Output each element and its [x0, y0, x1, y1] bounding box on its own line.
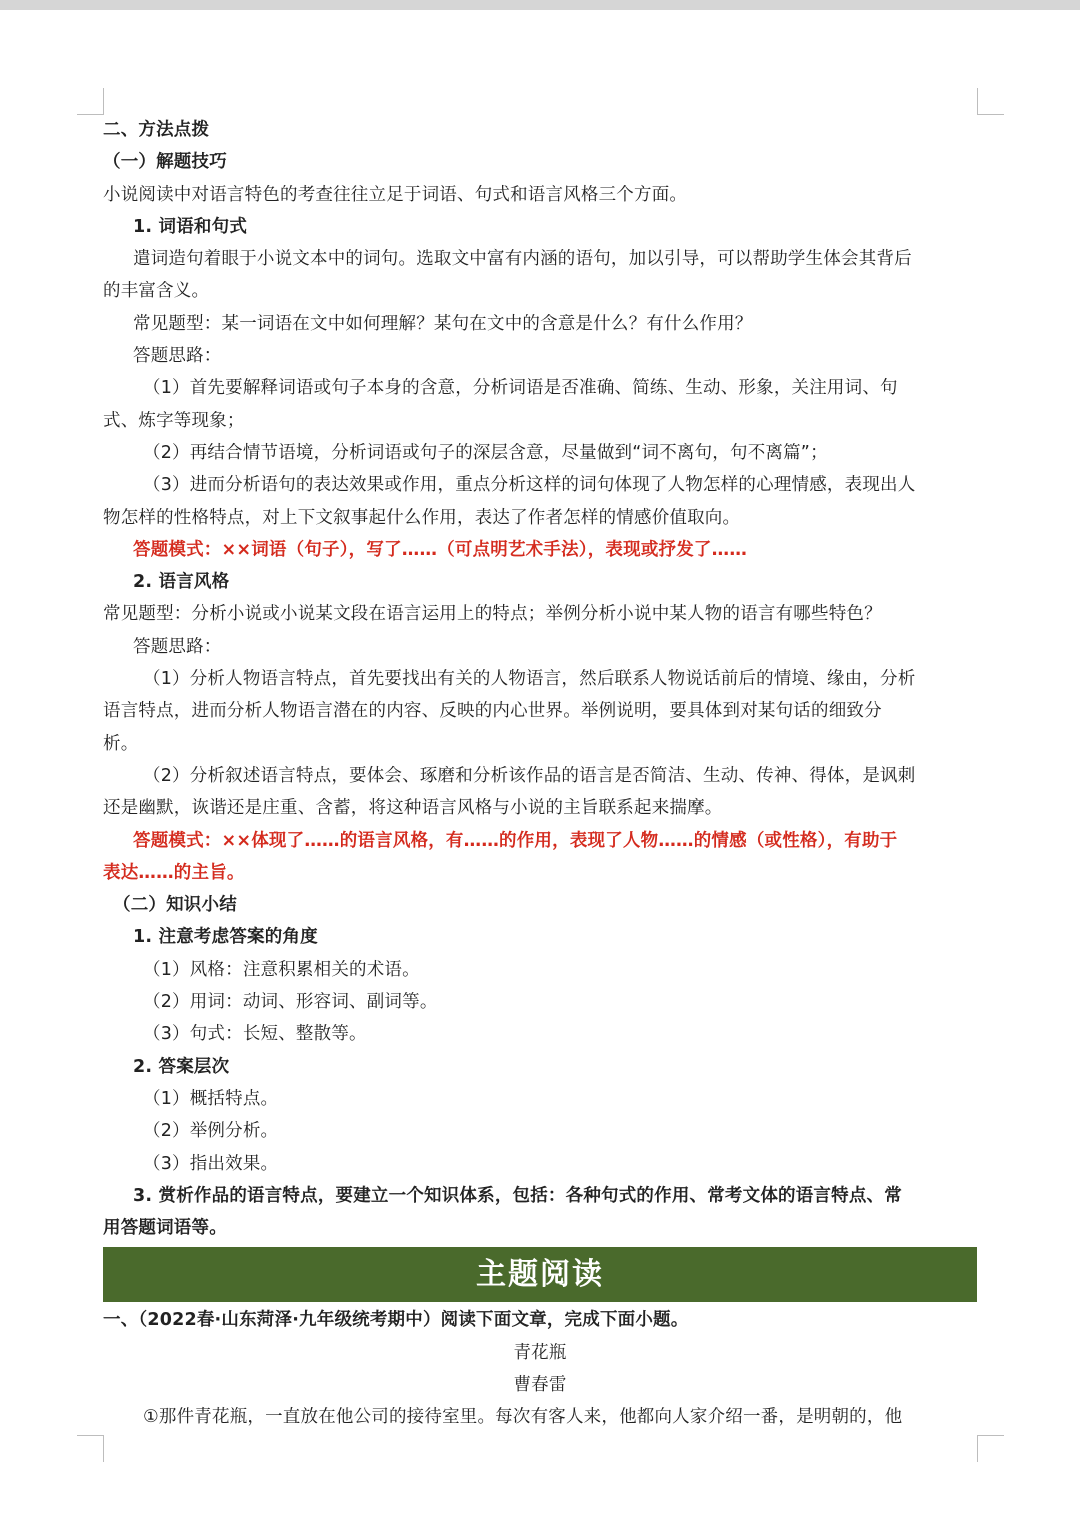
list-item: （2）用词：动词、形容词、副词等。: [143, 992, 438, 1013]
paragraph: 常见题型：某一词语在文中如何理解？某句在文中的含意是什么？有什么作用？: [133, 313, 753, 334]
top-bar: [0, 0, 1080, 10]
list-item: （2）举例分析。: [143, 1121, 279, 1142]
paragraph: 遣词造句着眼于小说文本中的词句。选取文中富有内涵的语句，加以引导，可以帮助学生体会其背后: [133, 249, 912, 270]
article-paragraph: ①那件青花瓶，一直放在他公司的接待室里。每次有客人来，他都向人家介绍一番，是明朝的，他: [143, 1407, 903, 1428]
subsection-heading: （二）知识小结: [113, 895, 237, 916]
item-heading: 1. 注意考虑答案的角度: [133, 927, 318, 948]
item-heading: 1. 词语和句式: [133, 216, 248, 237]
item-heading: 3. 赏析作品的语言特点，要建立一个知识体系，包括：各种句式的作用、常考文体的语言特点、常: [133, 1185, 902, 1206]
section-heading: 二、方法点拨: [103, 120, 210, 140]
paragraph: 式、炼字等现象；: [103, 410, 245, 431]
item-heading: 2. 答案层次: [133, 1056, 230, 1077]
answer-pattern: 表达……的主旨。: [103, 862, 245, 883]
list-item: （2）分析叙述语言特点，要体会、琢磨和分析该作品的语言是否简洁、生动、传神、得体，是讽刺: [143, 765, 916, 786]
paragraph: 答题思路：: [133, 636, 222, 657]
answer-pattern: 答题模式：××体现了……的语言风格，有……的作用，表现了人物……的情感（或性格），有助于: [133, 830, 898, 851]
list-item: （1）首先要解释词语或句子本身的含意，分析词语是否准确、简练、生动、形象，关注用词、句: [143, 378, 898, 399]
paragraph: 用答题词语等。: [103, 1218, 227, 1239]
paragraph: 常见题型：分析小说或小说某文段在语言运用上的特点；举例分析小说中某人物的语言有哪些特色？: [103, 604, 882, 625]
list-item: （1）风格：注意积累相关的术语。: [143, 959, 420, 980]
paragraph: 答题思路：: [133, 346, 222, 367]
document-body: [103, 114, 977, 1434]
theme-reading-banner: 主题阅读: [103, 1247, 977, 1302]
crop-mark-bottom-right: [977, 1435, 1004, 1462]
list-item: （2）再结合情节语境，分析词语或句子的深层含意，尽量做到“词不离句，句不离篇”；: [143, 442, 828, 463]
list-item: （3）进而分析语句的表达效果或作用，重点分析这样的词句体现了人物怎样的心理情感，表现出人: [143, 475, 916, 496]
crop-mark-top-right: [977, 88, 1004, 115]
list-item: （1）概括特点。: [143, 1088, 279, 1109]
article-author: 曹春雷: [513, 1374, 567, 1395]
crop-mark-top-left: [77, 88, 104, 115]
paragraph: 的丰富含义。: [103, 281, 210, 302]
article-title: 青花瓶: [513, 1342, 567, 1363]
paragraph: 还是幽默，诙谐还是庄重、含蓄，将这种语言风格与小说的主旨联系起来揣摩。: [103, 798, 723, 819]
question-heading: 一、（2022春·山东菏泽·九年级统考期中）阅读下面文章，完成下面小题。: [103, 1310, 689, 1331]
list-item: （3）指出效果。: [143, 1153, 279, 1174]
list-item: （1）分析人物语言特点，首先要找出有关的人物语言，然后联系人物说话前后的情境、缘由，分析: [143, 669, 916, 690]
paragraph: 小说阅读中对语言特色的考查往往立足于词语、句式和语言风格三个方面。: [103, 184, 688, 205]
answer-pattern: 答题模式：××词语（句子），写了……（可点明艺术手法），表现或抒发了……: [133, 539, 748, 560]
paragraph: 语言特点，进而分析人物语言潜在的内容、反映的内心世界。举例说明，要具体到对某句话的细致分: [103, 701, 882, 722]
list-item: （3）句式：长短、整散等。: [143, 1024, 367, 1045]
paragraph: 物怎样的性格特点，对上下文叙事起什么作用，表达了作者怎样的情感价值取向。: [103, 507, 741, 528]
item-heading: 2. 语言风格: [133, 572, 230, 593]
paragraph: 析。: [103, 733, 139, 754]
crop-mark-bottom-left: [77, 1435, 104, 1462]
subsection-heading: （一）解题技巧: [103, 152, 227, 173]
